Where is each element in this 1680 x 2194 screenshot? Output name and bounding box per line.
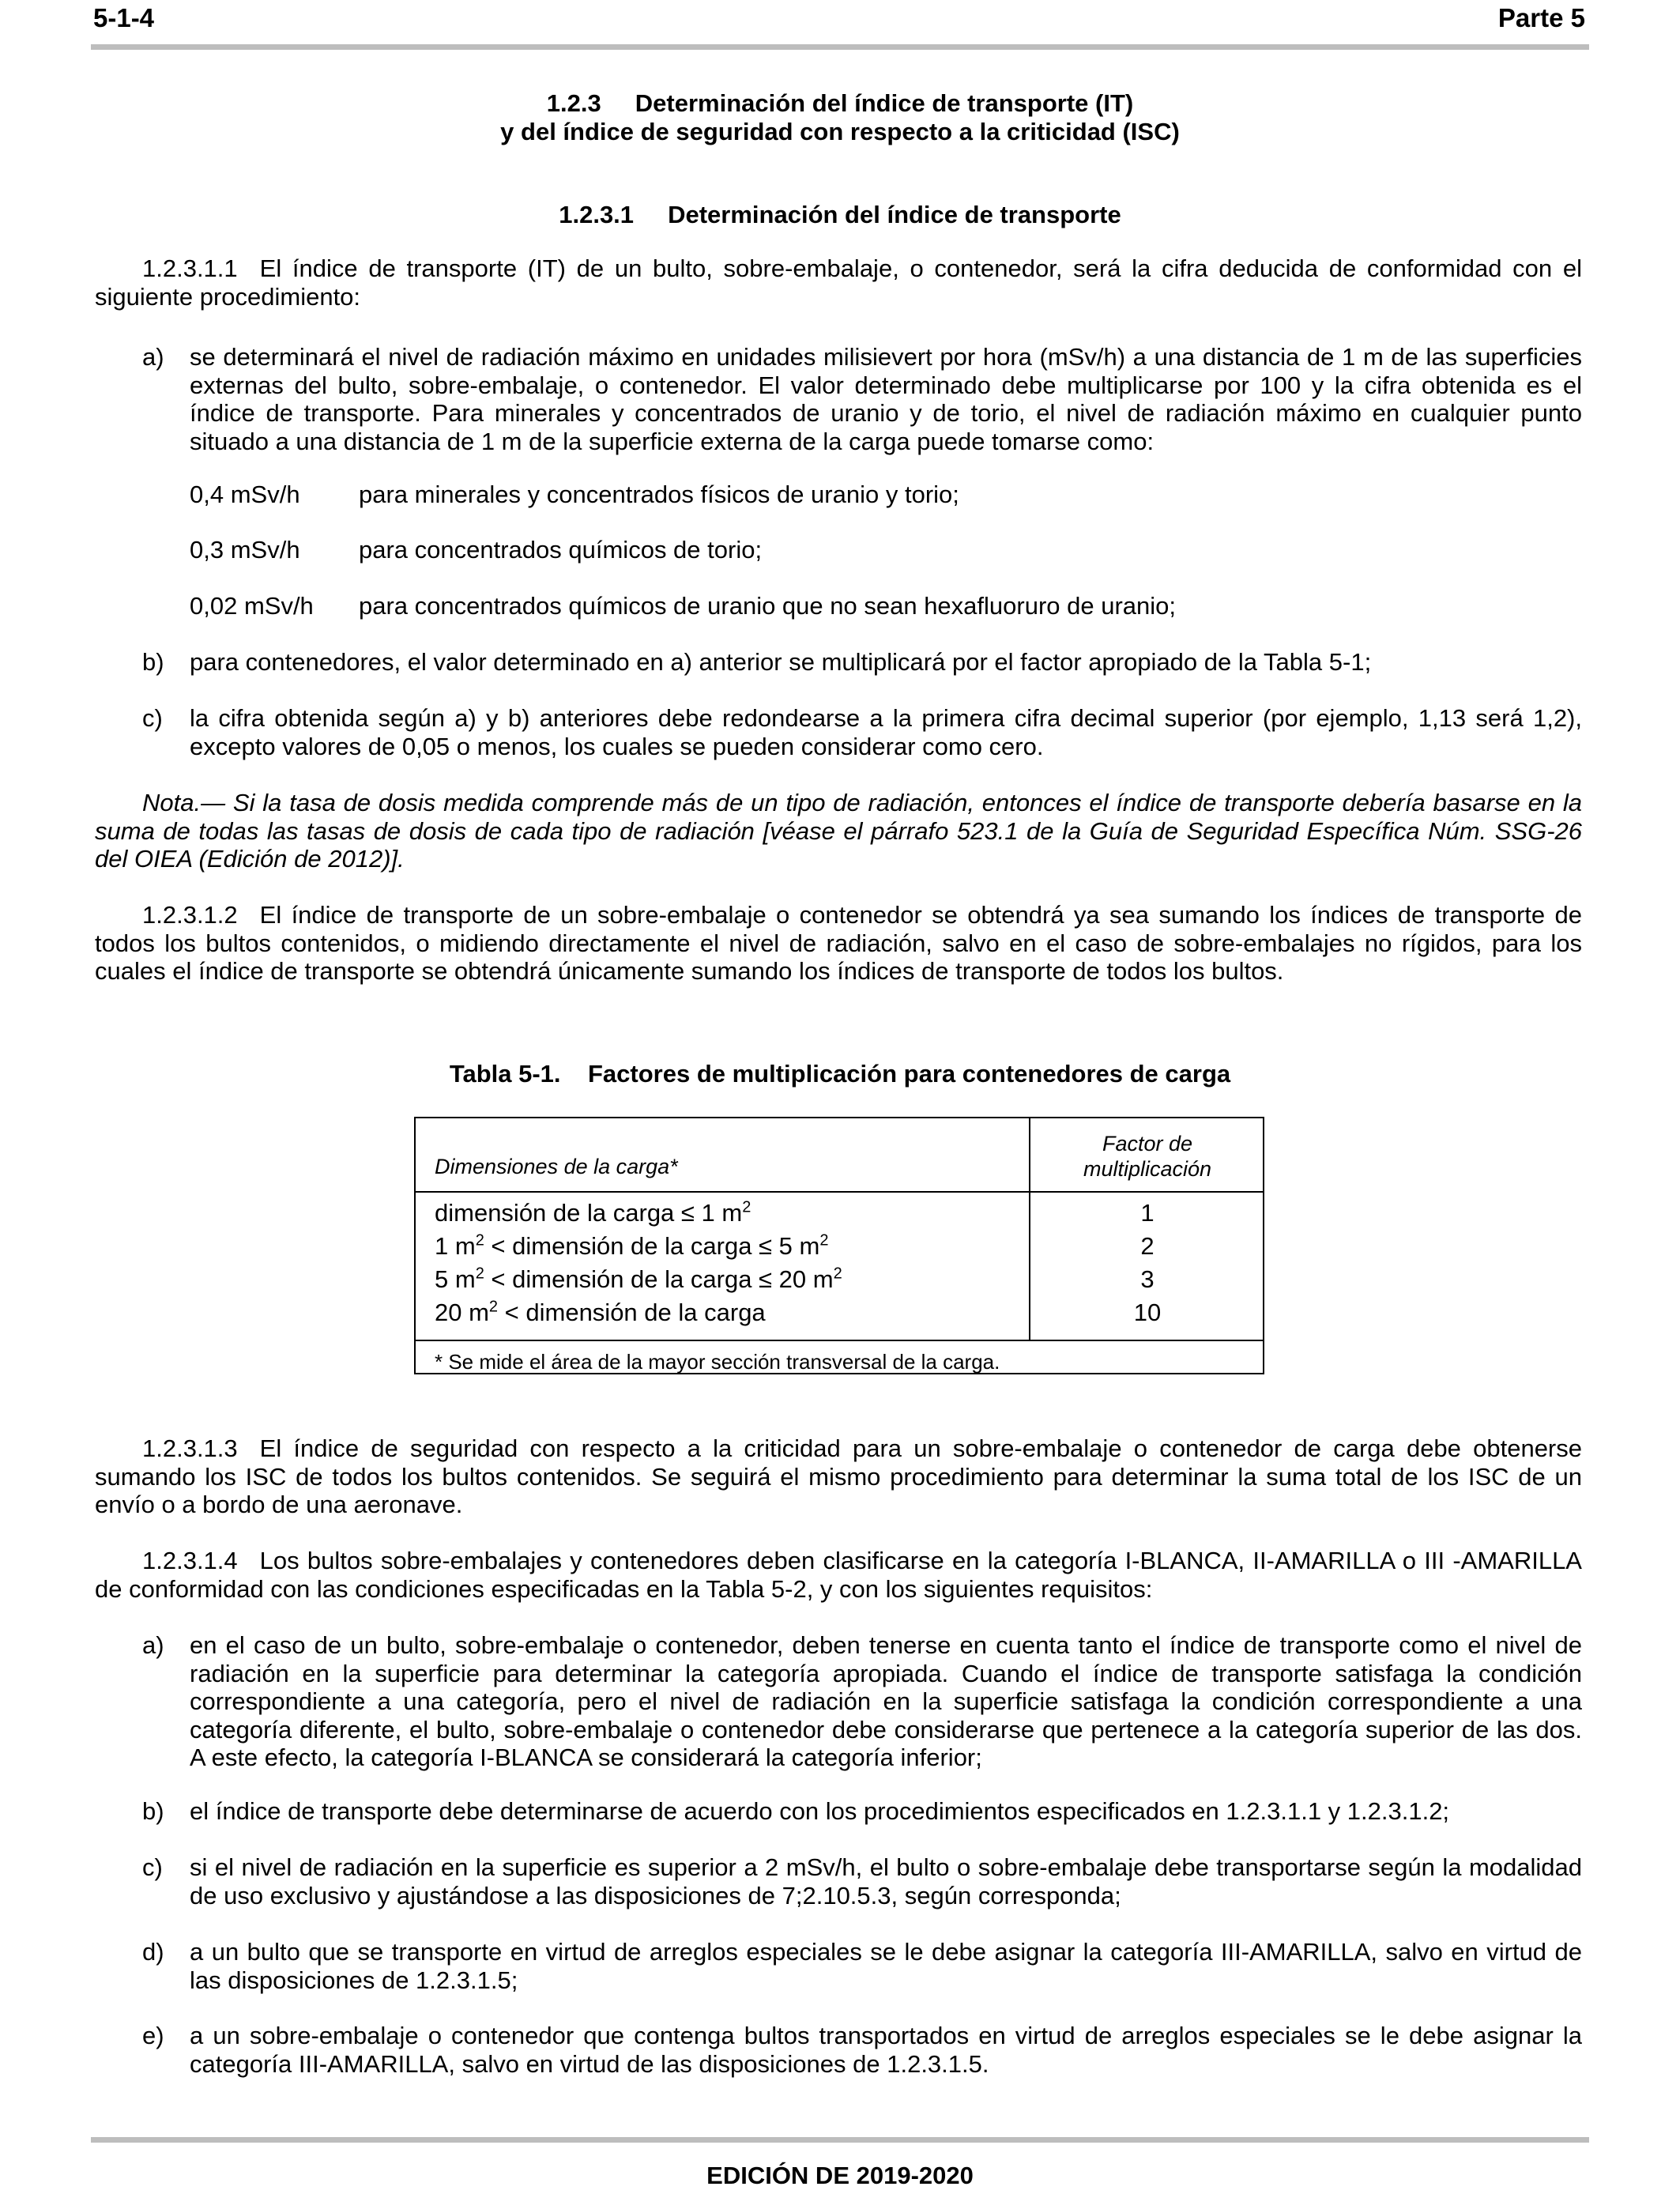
note-label: Nota.— <box>142 789 226 816</box>
multiplication-factor-table <box>414 1117 1264 1374</box>
table-header-factor-line1: Factor de <box>1102 1132 1193 1155</box>
radiation-value: 0,02 mSv/h <box>190 592 314 620</box>
table-header-dimensions: Dimensiones de la carga* <box>435 1155 678 1178</box>
section-title-line1: 1.2.3 Determinación del índice de transporte (IT) <box>546 89 1134 117</box>
table-row-dimension <box>435 1299 766 1327</box>
paragraph-number: 1.2.3.1.2 <box>142 901 238 929</box>
list-item-label: b) <box>142 1797 164 1825</box>
table-cell-factor: 3 <box>1140 1265 1155 1293</box>
superscript: 2 <box>819 1231 829 1250</box>
table-caption: Tabla 5-1. Factores de multiplicación para contenedores de carga <box>449 1060 1231 1088</box>
table-cell-text: 20 m <box>435 1299 489 1326</box>
list-item-text: a un sobre-embalaje o contenedor que contenga bultos transportados en virtud de arreglos especiales se le debe asignar la categoría III-AMARILLA, salvo en virtud de las disposiciones de 1.2.3.1.5. <box>190 2022 1582 2078</box>
table-cell-text: < dimensión de la carga <box>498 1299 766 1326</box>
table-header-factor <box>1030 1131 1264 1182</box>
table-header-factor-line2: multiplicación <box>1083 1157 1212 1181</box>
table-cell-text: 5 m <box>435 1265 476 1293</box>
table-cell-text: dimensión de la carga ≤ 1 m <box>435 1199 743 1227</box>
header-rule <box>91 44 1589 50</box>
table-cell-text: < dimensión de la carga ≤ 5 m <box>484 1232 820 1260</box>
table-footnote: * Se mide el área de la mayor sección transversal de la carga. <box>435 1350 1000 1374</box>
list-item-text: en el caso de un bulto, sobre-embalaje o contenedor, deben tenerse en cuenta tanto el índice de transporte como el nivel de radiación en la superficie para determinar la categoría apropiada. Cuando el índice de transporte satisfaga la condición correspondiente a una categoría, pero el nivel de radiación en la superficie satisfaga la condición correspondiente a una categoría diferente, el bulto, sobre-embalaje o contenedor debe considerarse que pertenece a la categoría superior de las dos. A este efecto, la categoría I-BLANCA se considerará la categoría inferior; <box>190 1631 1582 1771</box>
table-row-dimension <box>435 1232 828 1261</box>
list-item-label: b) <box>142 648 164 676</box>
superscript: 2 <box>475 1231 484 1250</box>
paragraph-text: Los bultos sobre-embalajes y contenedores deben clasificarse en la categoría I-BLANCA, II-AMARILLA o III -AMARILLA de conformidad con las condiciones especificadas en la Tabla 5-2, y con los siguientes requisitos: <box>95 1547 1582 1603</box>
paragraph-number: 1.2.3.1.4 <box>142 1547 238 1574</box>
paragraph-number: 1.2.3.1.3 <box>142 1434 238 1462</box>
list-item-label: c) <box>142 704 163 732</box>
table-row-dimension <box>435 1265 842 1294</box>
list-item-text: si el nivel de radiación en la superficie es superior a 2 mSv/h, el bulto o sobre-embalaje debe transportarse según la modalidad de uso exclusivo y ajustándose a las disposiciones de 7;2.10.5.3, según corresponda; <box>190 1853 1582 1909</box>
paragraph-1-2-3-1-4 <box>95 1547 1582 1603</box>
table-row-dimension <box>435 1199 751 1227</box>
paragraph-text: El índice de transporte (IT) de un bulto, sobre-embalaje, o contenedor, será la cifra deducida de conformidad con el siguiente procedimiento: <box>95 254 1582 311</box>
paragraph-text: El índice de transporte de un sobre-embalaje o contenedor se obtendrá ya sea sumando los índices de transporte de todos los bultos contenidos, o midiendo directamente el nivel de radiación, salvo en el caso de sobre-embalajes no rígidos, para los cuales el índice de transporte se obtendrá únicamente sumando los índices de transporte de todos los bultos. <box>95 901 1582 985</box>
table-cell-factor: 1 <box>1140 1199 1155 1227</box>
radiation-value: 0,4 mSv/h <box>190 481 300 508</box>
radiation-description: para minerales y concentrados físicos de uranio y torio; <box>359 481 959 508</box>
superscript: 2 <box>488 1298 499 1316</box>
radiation-description: para concentrados químicos de torio; <box>359 536 763 564</box>
table-header-rule <box>416 1191 1263 1193</box>
note <box>95 789 1582 873</box>
edition-footer: EDICIÓN DE 2019-2020 <box>706 2162 974 2189</box>
section-title-line2: y del índice de seguridad con respecto a la criticidad (ISC) <box>500 118 1180 145</box>
list-item-text: el índice de transporte debe determinarse de acuerdo con los procedimientos especificados en 1.2.3.1.1 y 1.2.3.1.2; <box>190 1797 1450 1825</box>
list-item-text: a un bulto que se transporte en virtud de arreglos especiales se le debe asignar la categoría III-AMARILLA, salvo en virtud de las disposiciones de 1.2.3.1.5; <box>190 1938 1582 1994</box>
paragraph-1-2-3-1-2 <box>95 901 1582 986</box>
table-cell-factor: 10 <box>1133 1299 1162 1326</box>
radiation-description: para concentrados químicos de uranio que no sean hexafluoruro de uranio; <box>359 592 1177 620</box>
part-label: Parte 5 <box>1497 3 1585 32</box>
list-item-label: a) <box>142 343 164 371</box>
page-number: 5-1-4 <box>93 3 155 32</box>
list-item-text: se determinará el nivel de radiación máximo en unidades milisievert por hora (mSv/h) a una distancia de 1 m de las superficies externas del bulto, sobre-embalaje, o contenedor. El valor determinado debe multiplicarse por 100 y la cifra obtenida es el índice de transporte. Para minerales y concentrados de uranio y de torio, el nivel de radiación máximo en cualquier punto situado a una distancia de 1 m de la superficie externa de la carga puede tomarse como: <box>190 343 1582 455</box>
paragraph-1-2-3-1-3 <box>95 1434 1582 1519</box>
list-item-label: c) <box>142 1853 163 1881</box>
table-cell-text: < dimensión de la carga ≤ 20 m <box>484 1265 834 1293</box>
table-cell-factor: 2 <box>1140 1232 1155 1260</box>
list-item-text: la cifra obtenida según a) y b) anteriores debe redondearse a la primera cifra decimal superior (por ejemplo, 1,13 será 1,2), excepto valores de 0,05 o menos, los cuales se pueden considerar como cero. <box>190 704 1582 760</box>
superscript: 2 <box>742 1198 751 1216</box>
paragraph-number: 1.2.3.1.1 <box>142 254 238 282</box>
list-item-text: para contenedores, el valor determinado en a) anterior se multiplicará por el factor apropiado de la Tabla 5-1; <box>190 648 1372 676</box>
paragraph-text: El índice de seguridad con respecto a la criticidad para un sobre-embalaje o contenedor de carga debe obtenerse sumando los ISC de todos los bultos contenidos. Se seguirá el mismo procedimiento para determinar la suma total de los ISC de un envío o a bordo de una aeronave. <box>95 1434 1582 1518</box>
list-item-label: d) <box>142 1938 164 1966</box>
subsection-title: 1.2.3.1 Determinación del índice de transporte <box>559 201 1121 228</box>
superscript: 2 <box>833 1265 842 1283</box>
list-item-label: e) <box>142 2022 164 2049</box>
paragraph-1-2-3-1-1 <box>95 254 1582 311</box>
table-footer-rule <box>416 1340 1263 1341</box>
superscript: 2 <box>475 1265 484 1283</box>
table-cell-text: 1 m <box>435 1232 476 1260</box>
list-item-label: a) <box>142 1631 164 1659</box>
radiation-value: 0,3 mSv/h <box>190 536 300 564</box>
footer-rule <box>91 2137 1589 2143</box>
note-text: Si la tasa de dosis medida comprende más de un tipo de radiación, entonces el índice de transporte debería basarse en la suma de todas las tasas de dosis de cada tipo de radiación [véase el párrafo 523.1 de la Guía de Seguridad Específica Núm. SSG-26 del OIEA (Edición de 2012)]. <box>95 789 1582 873</box>
